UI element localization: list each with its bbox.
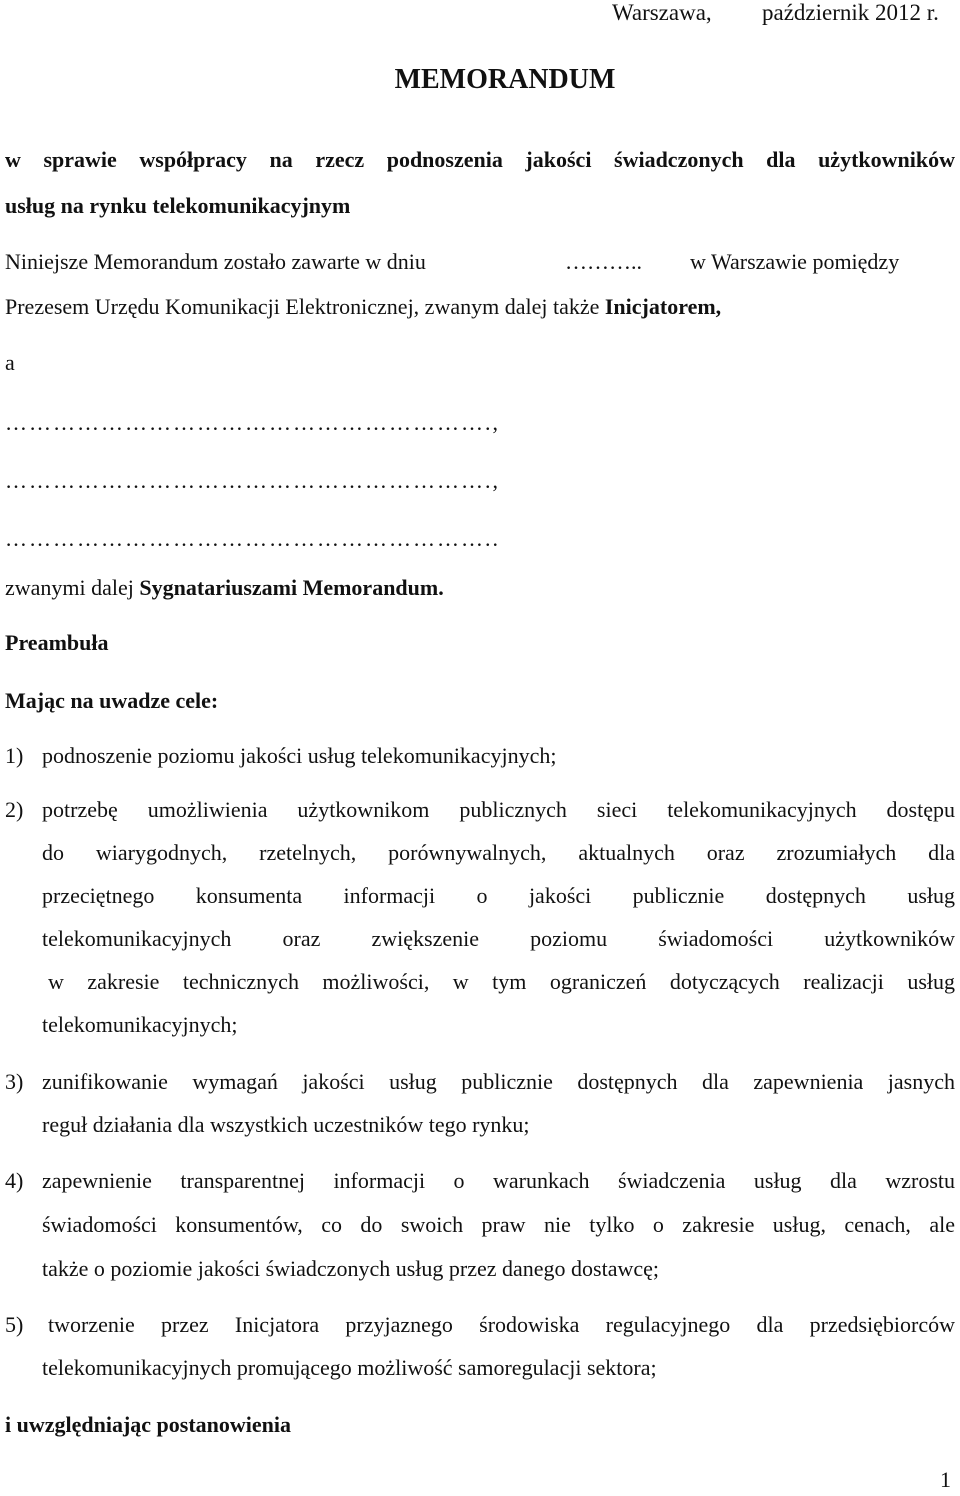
list-item-number: 2)	[5, 797, 24, 822]
list-item-line: telekomunikacyjnych oraz zwiększenie poziomu świadomości użytkowników	[42, 926, 955, 951]
signatories-prefix: zwanymi dalej	[5, 575, 140, 600]
subtitle-line-1: w sprawie współpracy na rzecz podnoszenia jakości świadczonych dla użytkowników	[5, 147, 955, 172]
list-item-line: telekomunikacyjnych promującego możliwość samoregulacji sektora;	[42, 1355, 657, 1380]
signatory-blank-3: ……………………………………………………..	[5, 526, 500, 551]
list-item-line: zunifikowanie wymagań jakości usług publicznie dostępnych dla zapewnienia jasnych	[42, 1069, 955, 1094]
list-item-line: potrzebę umożliwienia użytkownikom publicznych sieci telekomunikacyjnych dostępu	[42, 797, 955, 822]
signatories-term: Sygnatariuszami Memorandum.	[139, 575, 444, 600]
list-item-line: przeciętnego konsumenta informacji o jakości publicznie dostępnych usług	[42, 883, 955, 908]
list-item-number: 3)	[5, 1069, 24, 1094]
list-item-line: telekomunikacyjnych;	[42, 1012, 238, 1037]
conjunction-a: a	[5, 350, 15, 375]
place-label: Warszawa,	[612, 0, 712, 25]
signatory-blank-1: …………………………………………………….,	[5, 410, 500, 435]
page-number: 1	[940, 1467, 951, 1492]
intro-line-1-start: Niniejsze Memorandum zostało zawarte w dniu	[5, 249, 426, 274]
list-item-line: reguł działania dla wszystkich uczestników tego rynku;	[42, 1112, 530, 1137]
list-item-line: do wiarygodnych, rzetelnych, porównywalnych, aktualnych oraz zrozumiałych dla	[42, 840, 955, 865]
list-item-number: 1)	[5, 743, 24, 768]
intro-line-1-end: w Warszawie pomiędzy	[690, 249, 900, 274]
list-item-line: także o poziomie jakości świadczonych usług przez danego dostawcę;	[42, 1256, 659, 1281]
date-label: październik 2012 r.	[762, 0, 939, 25]
subtitle-line-2: usług na rynku telekomunikacyjnym	[5, 193, 351, 218]
list-item-number: 4)	[5, 1168, 24, 1193]
list-item-line: w zakresie technicznych możliwości, w tym ograniczeń dotyczących realizacji usług	[48, 969, 955, 994]
preamble-heading: Preambuła	[5, 630, 109, 655]
document-title: MEMORANDUM	[394, 64, 616, 95]
goals-heading: Mając na uwadze cele:	[5, 688, 219, 713]
closing-phrase: i uwzględniając postanowienia	[5, 1412, 292, 1437]
list-item-number: 5)	[5, 1312, 24, 1337]
signatories-line	[5, 575, 444, 601]
signatory-blank-2: …………………………………………………….,	[5, 468, 500, 493]
intro-line-2	[5, 294, 721, 320]
intro-date-blank: ………..	[565, 249, 642, 274]
initiator-term: Inicjatorem,	[604, 294, 722, 319]
list-item-line: zapewnienie transparentnej informacji o warunkach świadczenia usług dla wzrostu	[42, 1168, 955, 1193]
list-item-line: tworzenie przez Inicjatora przyjaznego środowiska regulacyjnego dla przedsiębiorców	[48, 1312, 955, 1337]
list-item-line: świadomości konsumentów, co do swoich praw nie tylko o zakresie usług, cenach, ale	[42, 1212, 955, 1237]
list-item-line: podnoszenie poziomu jakości usług telekomunikacyjnych;	[42, 743, 557, 768]
intro-line-2-text: Prezesem Urzędu Komunikacji Elektronicznej, zwanym dalej także	[5, 294, 605, 319]
